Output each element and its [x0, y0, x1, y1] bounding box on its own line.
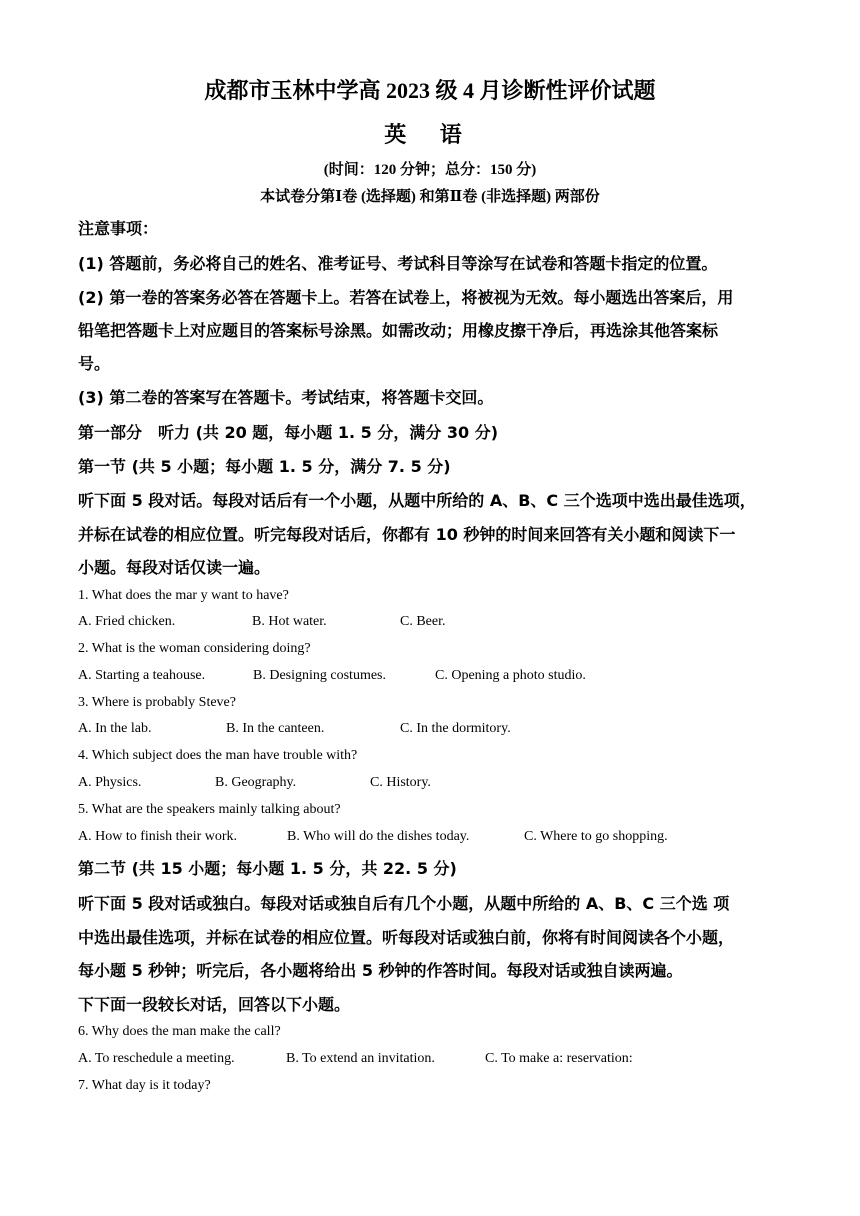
section2-instructions-line-2: 中选出最佳选项，并标在试卷的相应位置。听每段对话或独白前，你将有时间阅读各个小题，	[78, 928, 735, 947]
section1-instructions-line-3: 小题。每段对话仅读一遍。	[78, 558, 271, 577]
question-4-option-c: C. History.	[370, 775, 431, 790]
question-6: 6. Why does the man make the call?	[78, 1024, 281, 1039]
question-5: 5. What are the speakers mainly talking about?	[78, 802, 341, 817]
section2-instructions-line-1: 听下面 5 段对话或独白。每段对话或独自后有几个小题，从题中所给的 A、B、C 三个选 项	[78, 894, 730, 913]
question-3: 3. Where is probably Steve?	[78, 695, 236, 710]
note-2-line-3: 号。	[78, 354, 111, 373]
section1-instructions-line-1: 听下面 5 段对话。每段对话后有一个小题，从题中所给的 A、B、C 三个选项中选出最佳选项，	[78, 491, 756, 510]
question-3-option-b: B. In the canteen.	[226, 721, 325, 736]
question-3-option-c: C. In the dormitory.	[400, 721, 511, 736]
time-info: (时间：120 分钟；总分：150 分)	[323, 162, 537, 178]
question-4-option-a: A. Physics.	[78, 775, 142, 790]
question-2-option-b: B. Designing costumes.	[253, 668, 386, 683]
question-4-option-b: B. Geography.	[215, 775, 297, 790]
section1-instructions-line-2: 并标在试卷的相应位置。听完每段对话后，你都有 10 秒钟的时间来回答有关小题和阅读下一	[78, 525, 736, 544]
question-4: 4. Which subject does the man have trouble with?	[78, 748, 358, 763]
question-5-option-a: A. How to finish their work.	[78, 829, 238, 844]
question-1-option-b: B. Hot water.	[252, 614, 327, 629]
question-6-option-b: B. To extend an invitation.	[286, 1051, 435, 1066]
question-1-option-c: C. Beer.	[400, 614, 446, 629]
section2-heading: 第二节 (共 15 小题；每小题 1. 5 分，共 22. 5 分)	[78, 859, 457, 878]
paper-structure: 本试卷分第Ⅰ卷 (选择题) 和第Ⅱ卷 (非选择题) 两部份	[260, 189, 600, 205]
subject-title: 英 语	[384, 122, 476, 147]
question-2-option-c: C. Opening a photo studio.	[435, 668, 586, 683]
note-1: (1) 答题前，务必将自己的姓名、准考证号、考试科目等涂写在试卷和答题卡指定的位置。	[78, 254, 718, 273]
exam-title: 成都市玉林中学高 2023 级 4 月诊断性评价试题	[204, 78, 656, 103]
question-1-option-a: A. Fried chicken.	[78, 614, 176, 629]
notes-heading: 注意事项：	[78, 219, 159, 238]
note-2-line-1: (2) 第一卷的答案务必答在答题卡上。若答在试卷上，将被视为无效。每小题选出答案后，用	[78, 288, 734, 307]
question-2: 2. What is the woman considering doing?	[78, 641, 311, 656]
question-5-option-c: C. Where to go shopping.	[524, 829, 668, 844]
note-3: (3) 第二卷的答案写在答题卡。考试结束，将答题卡交回。	[78, 388, 494, 407]
question-7: 7. What day is it today?	[78, 1078, 211, 1093]
section1-heading: 第一节 (共 5 小题；每小题 1. 5 分，满分 7. 5 分)	[78, 457, 451, 476]
section2-instructions-line-3: 每小题 5 秒钟；听完后，各小题将给出 5 秒钟的作答时间。每段对话或独自读两遍。	[78, 961, 683, 980]
question-2-option-a: A. Starting a teahouse.	[78, 668, 206, 683]
question-6-option-c: C. To make a: reservation:	[485, 1051, 633, 1066]
note-2-line-2: 铅笔把答题卡上对应题目的答案标号涂黑。如需改动；用橡皮擦干净后，再选涂其他答案标	[78, 321, 719, 340]
dialog-intro: 下下面一段较长对话，回答以下小题。	[78, 995, 351, 1014]
part1-heading: 第一部分 听力 (共 20 题，每小题 1. 5 分，满分 30 分)	[78, 423, 499, 442]
question-5-option-b: B. Who will do the dishes today.	[287, 829, 470, 844]
question-6-option-a: A. To reschedule a meeting.	[78, 1051, 235, 1066]
question-3-option-a: A. In the lab.	[78, 721, 152, 736]
question-1: 1. What does the mar y want to have?	[78, 588, 289, 603]
